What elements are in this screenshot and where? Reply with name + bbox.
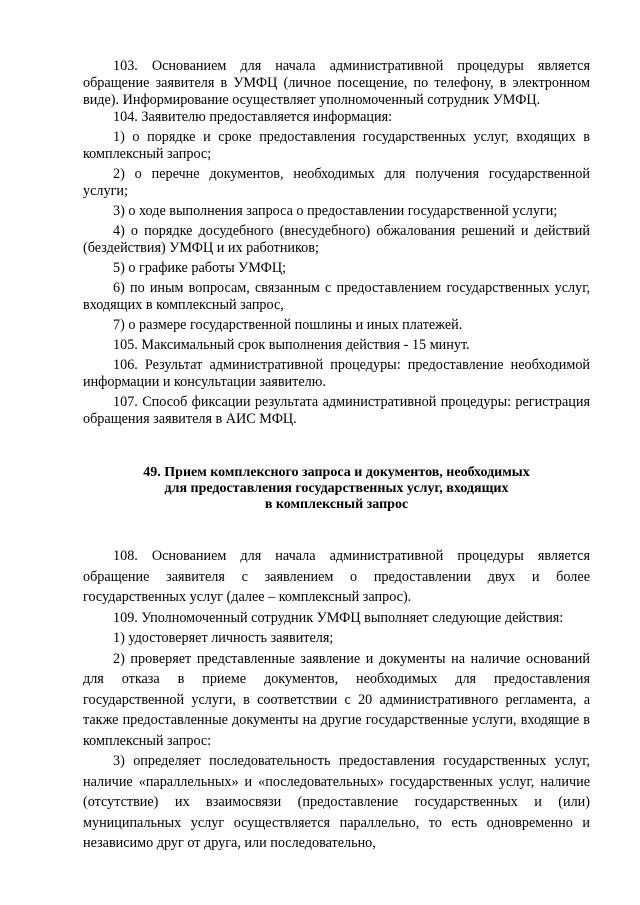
heading-line-1: 49. Прием комплексного запроса и документов, необходимых bbox=[143, 465, 530, 480]
section-complex-request bbox=[83, 546, 590, 854]
list-item-109-1: 1) удостоверяет личность заявителя; bbox=[113, 630, 334, 646]
paragraph-109: 109. Уполномоченный сотрудник УМФЦ выполняет следующие действия: bbox=[113, 609, 564, 626]
list-item-104-2: 2) о перечне документов, необходимых для получения государственной услуги; bbox=[83, 166, 590, 199]
section-informing bbox=[83, 58, 590, 428]
list-item-104-6: 6) по иным вопросам, связанным с предоставлением государственных услуг, входящих в комплексный запрос, bbox=[83, 280, 590, 313]
paragraph-107: 107. Способ фиксации результата административной процедуры: регистрация обращения заявителя в АИС МФЦ. bbox=[83, 394, 590, 427]
heading-line-2: для предоставления государственных услуг, входящих bbox=[164, 481, 509, 496]
list-item-109-2: 2) проверяет представленные заявление и документы на наличие оснований для отказа в приеме документов, необходимых для предоставления государственной услуги, в соответствии с 20 административного регламента, а также предоставленные документы на другие государственные услуги, входящие в комплексный запрос: bbox=[83, 650, 590, 749]
paragraph-105: 105. Максимальный срок выполнения действия - 15 минут. bbox=[113, 337, 470, 353]
list-item-109-3: 3) определяет последовательность предоставления государственных услуг, наличие «параллельных» и «последовательных» государственных услуг, наличие (отсутствие) их взаимосвязи (предоставление государственных и (или) муниципальных услуг осуществляется параллельно, то есть одновременно и независимо друг от друга, или последовательно, bbox=[83, 753, 590, 851]
paragraph-104: 104. Заявителю предоставляется информация: bbox=[113, 109, 393, 125]
section-heading-49 bbox=[83, 465, 590, 513]
list-item-104-5: 5) о графике работы УМФЦ; bbox=[113, 260, 287, 276]
paragraph-108: 108. Основанием для начала административной процедуры является обращение заявителя с заявлением о предоставлении двух и более государственных услуг (далее – комплексный запрос). bbox=[83, 548, 590, 605]
list-item-104-1: 1) о порядке и сроке предоставления государственных услуг, входящих в комплексный запрос; bbox=[83, 129, 590, 162]
list-item-104-4: 4) о порядке досудебного (внесудебного) обжалования решений и действий (бездействия) УМФЦ и их работников; bbox=[83, 223, 590, 256]
list-item-104-3: 3) о ходе выполнения запроса о предоставлении государственной услуги; bbox=[113, 203, 558, 219]
paragraph-103: 103. Основанием для начала административной процедуры является обращение заявителя в УМФЦ (личное посещение, по телефону, в электронном виде). Информирование осуществляет уполномоченный сотрудник УМФЦ. bbox=[83, 58, 590, 108]
paragraph-106: 106. Результат административной процедуры: предоставление необходимой информации и консультации заявителю. bbox=[83, 357, 590, 390]
list-item-104-7: 7) о размере государственной пошлины и иных платежей. bbox=[113, 317, 463, 333]
heading-line-3: в комплексный запрос bbox=[264, 497, 409, 512]
